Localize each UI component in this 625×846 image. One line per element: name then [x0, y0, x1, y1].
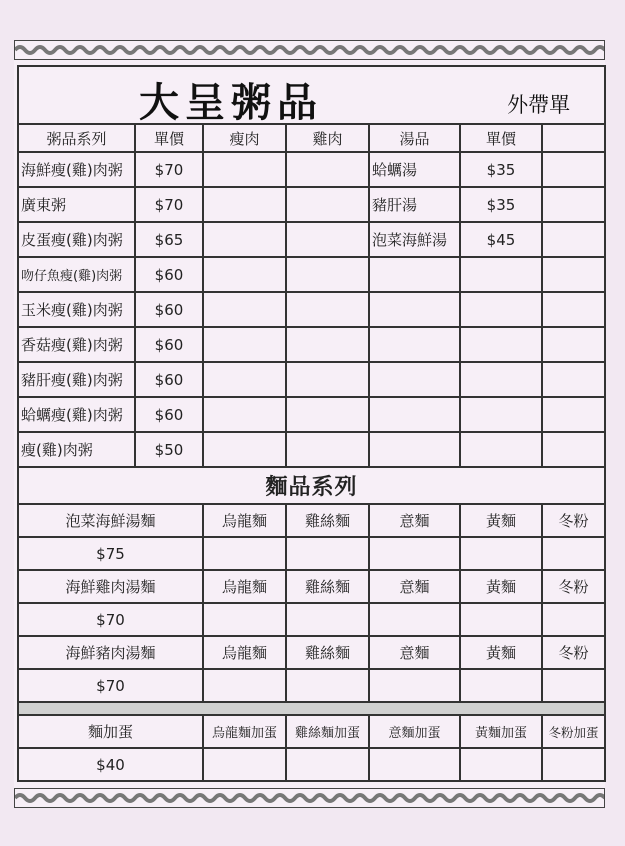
congee-price: $60 [135, 327, 203, 362]
chicken-qty-cell[interactable] [286, 432, 369, 467]
congee-row [18, 292, 605, 327]
shop-title: 大呈粥品 [139, 79, 323, 124]
congee-name: 蛤蠣瘦(雞)肉粥 [18, 397, 135, 432]
noodle-qty-row [18, 603, 605, 636]
congee-row [18, 397, 605, 432]
qty-cell[interactable] [369, 537, 460, 570]
lean-qty-cell[interactable] [203, 292, 286, 327]
empty-cell [460, 257, 542, 292]
empty-cell [460, 362, 542, 397]
egg-price: $40 [18, 748, 203, 781]
empty-cell [542, 432, 605, 467]
noodle-price: $70 [18, 603, 203, 636]
noodle-price: $75 [18, 537, 203, 570]
noodle-type-chicken-shred: 雞絲麵 [286, 504, 369, 537]
noodle-type-udon: 烏龍麵 [203, 570, 286, 603]
congee-price: $65 [135, 222, 203, 257]
decorative-border-bottom [14, 788, 605, 808]
qty-cell[interactable] [542, 537, 605, 570]
noodle-type-chicken-shred: 雞絲麵 [286, 636, 369, 669]
soup-name: 泡菜海鮮湯 [369, 222, 460, 257]
noodle-name: 泡菜海鮮湯麵 [18, 504, 203, 537]
chicken-qty-cell[interactable] [286, 222, 369, 257]
empty-cell [369, 432, 460, 467]
title-cell [18, 66, 605, 124]
noodle-type-vermicelli: 冬粉 [542, 570, 605, 603]
lean-qty-cell[interactable] [203, 187, 286, 222]
soup-price: $45 [460, 222, 542, 257]
noodle-name: 海鮮雞肉湯麵 [18, 570, 203, 603]
congee-row [18, 187, 605, 222]
noodle-name: 海鮮豬肉湯麵 [18, 636, 203, 669]
empty-cell [460, 432, 542, 467]
qty-cell[interactable] [286, 748, 369, 781]
qty-cell[interactable] [203, 669, 286, 702]
noodle-type-chicken-shred: 雞絲麵 [286, 570, 369, 603]
header-chicken: 雞肉 [286, 124, 369, 152]
soup-qty-cell[interactable] [542, 187, 605, 222]
congee-row [18, 222, 605, 257]
noodle-type-yi: 意麵 [369, 636, 460, 669]
header-price: 單價 [135, 124, 203, 152]
congee-name: 皮蛋瘦(雞)肉粥 [18, 222, 135, 257]
header-lean-meat: 瘦肉 [203, 124, 286, 152]
soup-price: $35 [460, 152, 542, 187]
lean-qty-cell[interactable] [203, 257, 286, 292]
order-sheet [14, 40, 605, 808]
congee-row [18, 152, 605, 187]
header-soup-price: 單價 [460, 124, 542, 152]
qty-cell[interactable] [286, 603, 369, 636]
egg-type-udon: 烏龍麵加蛋 [203, 715, 286, 748]
qty-cell[interactable] [203, 537, 286, 570]
decorative-border-top [14, 40, 605, 60]
qty-cell[interactable] [460, 748, 542, 781]
takeout-label: 外帶單 [507, 93, 571, 117]
congee-name: 吻仔魚瘦(雞)肉粥 [18, 257, 135, 292]
soup-price: $35 [460, 187, 542, 222]
egg-qty-row [18, 748, 605, 781]
chicken-qty-cell[interactable] [286, 362, 369, 397]
noodle-type-yellow: 黃麵 [460, 504, 542, 537]
lean-qty-cell[interactable] [203, 362, 286, 397]
lean-qty-cell[interactable] [203, 222, 286, 257]
empty-cell [460, 327, 542, 362]
congee-row [18, 257, 605, 292]
empty-cell [542, 292, 605, 327]
qty-cell[interactable] [203, 748, 286, 781]
noodle-row [18, 570, 605, 603]
noodle-qty-row [18, 537, 605, 570]
noodle-type-udon: 烏龍麵 [203, 504, 286, 537]
congee-name: 豬肝瘦(雞)肉粥 [18, 362, 135, 397]
chicken-qty-cell[interactable] [286, 292, 369, 327]
lean-qty-cell[interactable] [203, 152, 286, 187]
qty-cell[interactable] [542, 748, 605, 781]
chicken-qty-cell[interactable] [286, 327, 369, 362]
qty-cell[interactable] [460, 603, 542, 636]
qty-cell[interactable] [286, 537, 369, 570]
noodle-type-yi: 意麵 [369, 570, 460, 603]
lean-qty-cell[interactable] [203, 327, 286, 362]
soup-qty-cell[interactable] [542, 222, 605, 257]
congee-price: $60 [135, 292, 203, 327]
soup-name: 豬肝湯 [369, 187, 460, 222]
lean-qty-cell[interactable] [203, 432, 286, 467]
noodle-row [18, 636, 605, 669]
lean-qty-cell[interactable] [203, 397, 286, 432]
noodle-type-vermicelli: 冬粉 [542, 636, 605, 669]
noodle-qty-row [18, 669, 605, 702]
header-soup: 湯品 [369, 124, 460, 152]
congee-price: $60 [135, 362, 203, 397]
empty-cell [369, 257, 460, 292]
qty-cell[interactable] [203, 603, 286, 636]
chicken-qty-cell[interactable] [286, 397, 369, 432]
noodle-row [18, 504, 605, 537]
congee-price: $70 [135, 187, 203, 222]
empty-cell [542, 327, 605, 362]
empty-cell [369, 397, 460, 432]
header-blank [542, 124, 605, 152]
noodle-type-vermicelli: 冬粉 [542, 504, 605, 537]
congee-name: 香菇瘦(雞)肉粥 [18, 327, 135, 362]
soup-name: 蛤蠣湯 [369, 152, 460, 187]
order-table [17, 65, 606, 782]
noodle-type-yellow: 黃麵 [460, 570, 542, 603]
congee-price: $60 [135, 257, 203, 292]
soup-qty-cell[interactable] [542, 152, 605, 187]
noodle-price: $70 [18, 669, 203, 702]
noodle-section-title: 麵品系列 [18, 467, 605, 504]
chicken-qty-cell[interactable] [286, 152, 369, 187]
empty-cell [542, 362, 605, 397]
congee-name: 瘦(雞)肉粥 [18, 432, 135, 467]
empty-cell [369, 327, 460, 362]
egg-type-yi: 意麵加蛋 [369, 715, 460, 748]
empty-cell [542, 397, 605, 432]
egg-row [18, 715, 605, 748]
chicken-qty-cell[interactable] [286, 257, 369, 292]
congee-price: $60 [135, 397, 203, 432]
empty-cell [369, 292, 460, 327]
congee-name: 海鮮瘦(雞)肉粥 [18, 152, 135, 187]
empty-cell [460, 292, 542, 327]
qty-cell[interactable] [369, 748, 460, 781]
egg-type-vermicelli: 冬粉加蛋 [542, 715, 605, 748]
egg-type-chicken-shred: 雞絲麵加蛋 [286, 715, 369, 748]
qty-cell[interactable] [369, 669, 460, 702]
qty-cell[interactable] [542, 603, 605, 636]
noodle-type-udon: 烏龍麵 [203, 636, 286, 669]
congee-row [18, 432, 605, 467]
separator-bar [18, 702, 605, 715]
egg-name: 麵加蛋 [18, 715, 203, 748]
empty-cell [369, 362, 460, 397]
header-congee-series: 粥品系列 [18, 124, 135, 152]
noodle-type-yellow: 黃麵 [460, 636, 542, 669]
congee-name: 玉米瘦(雞)肉粥 [18, 292, 135, 327]
qty-cell[interactable] [460, 669, 542, 702]
empty-cell [460, 397, 542, 432]
congee-price: $50 [135, 432, 203, 467]
congee-row [18, 362, 605, 397]
congee-price: $70 [135, 152, 203, 187]
qty-cell[interactable] [460, 537, 542, 570]
congee-name: 廣東粥 [18, 187, 135, 222]
qty-cell[interactable] [542, 669, 605, 702]
egg-type-yellow: 黃麵加蛋 [460, 715, 542, 748]
congee-row [18, 327, 605, 362]
chicken-qty-cell[interactable] [286, 187, 369, 222]
empty-cell [542, 257, 605, 292]
qty-cell[interactable] [369, 603, 460, 636]
qty-cell[interactable] [286, 669, 369, 702]
noodle-type-yi: 意麵 [369, 504, 460, 537]
